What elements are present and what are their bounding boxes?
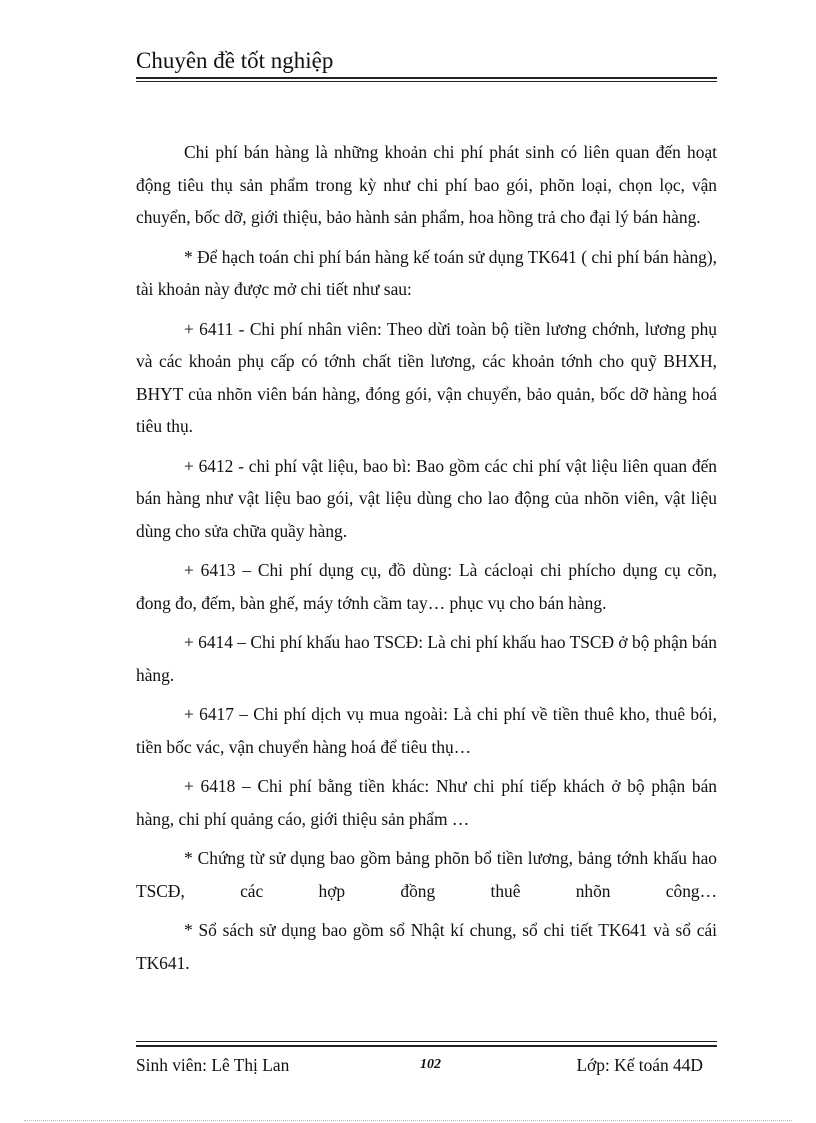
document-body [136,136,717,986]
header-rule-bottom [136,81,717,82]
footer-class-name: Lớp: Kế toán 44D [576,1055,703,1075]
footer-student-name: Sinh viên: Lê Thị Lan [136,1055,290,1075]
paragraph-6417: + 6417 – Chi phí dịch vụ mua ngoài: Là chi phí về tiền thuê kho, thuê bói, tiền bốc vác, vận chuyển hàng hoá để tiêu thụ… [136,704,717,757]
paragraph-6412: + 6412 - chi phí vật liệu, bao bì: Bao gồm các chi phí vật liệu liên quan đến bán hàng như vật liệu bao gói, vật liệu dùng cho lao động của nhõn viên, vật liệu dùng cho sửa chữa quầy hàng. [136,455,717,541]
page-bottom-dotted-border [24,1120,792,1121]
paragraph-vouchers: * Chứng từ sử dụng bao gồm bảng phõn bổ tiền lương, bảng tớnh khấu hao TSCĐ, các hợp đồng thuê nhõn công… [136,848,717,901]
footer-page-number: 102 [420,1057,441,1072]
paragraph-6411: + 6411 - Chi phí nhân viên: Theo dừi toàn bộ tiền lương chớnh, lương phụ và các khoản phụ cấp có tớnh chất tiền lương, các khoản tớnh cho quỹ BHXH, BHYT của nhõn viên bán hàng, đóng gói, vận chuyển, bảo quản, bốc dỡ hàng hoá tiêu thụ. [136,318,717,436]
footer-rule-top [136,1041,717,1042]
footer-rule-bottom [136,1045,717,1047]
paragraph-6414: + 6414 – Chi phí khấu hao TSCĐ: Là chi phí khấu hao TSCĐ ở bộ phận bán hàng. [136,632,717,685]
paragraph-books: * Sổ sách sử dụng bao gồm sổ Nhật kí chung, sổ chi tiết TK641 và sổ cái TK641. [136,920,717,973]
page-title: Chuyên đề tốt nghiệp [136,48,334,73]
paragraph-account-tk641: * Để hạch toán chi phí bán hàng kế toán sử dụng TK641 ( chi phí bán hàng), tài khoản này được mở chi tiết như sau: [136,246,717,299]
footer-line [136,1052,717,1078]
paragraph-selling-expense-definition: Chi phí bán hàng là những khoản chi phí phát sinh có liên quan đến hoạt động tiêu thụ sản phẩm trong kỳ như chi phí bao gói, phõn loại, chọn lọc, vận chuyển, bốc dỡ, giới thiệu, bảo hành sản phẩm, hoa hồng trả cho đại lý bán hàng. [136,142,717,227]
paragraph-6418: + 6418 – Chi phí bằng tiền khác: Như chi phí tiếp khách ở bộ phận bán hàng, chi phí quảng cáo, giới thiệu sản phẩm … [136,776,717,829]
header-rule-top [136,77,717,79]
paragraph-6413: + 6413 – Chi phí dụng cụ, đồ dùng: Là cácloại chi phícho dụng cụ cõn, đong đo, đếm, bàn ghế, máy tớnh cầm tay… phục vụ cho bán hàng. [136,560,717,613]
